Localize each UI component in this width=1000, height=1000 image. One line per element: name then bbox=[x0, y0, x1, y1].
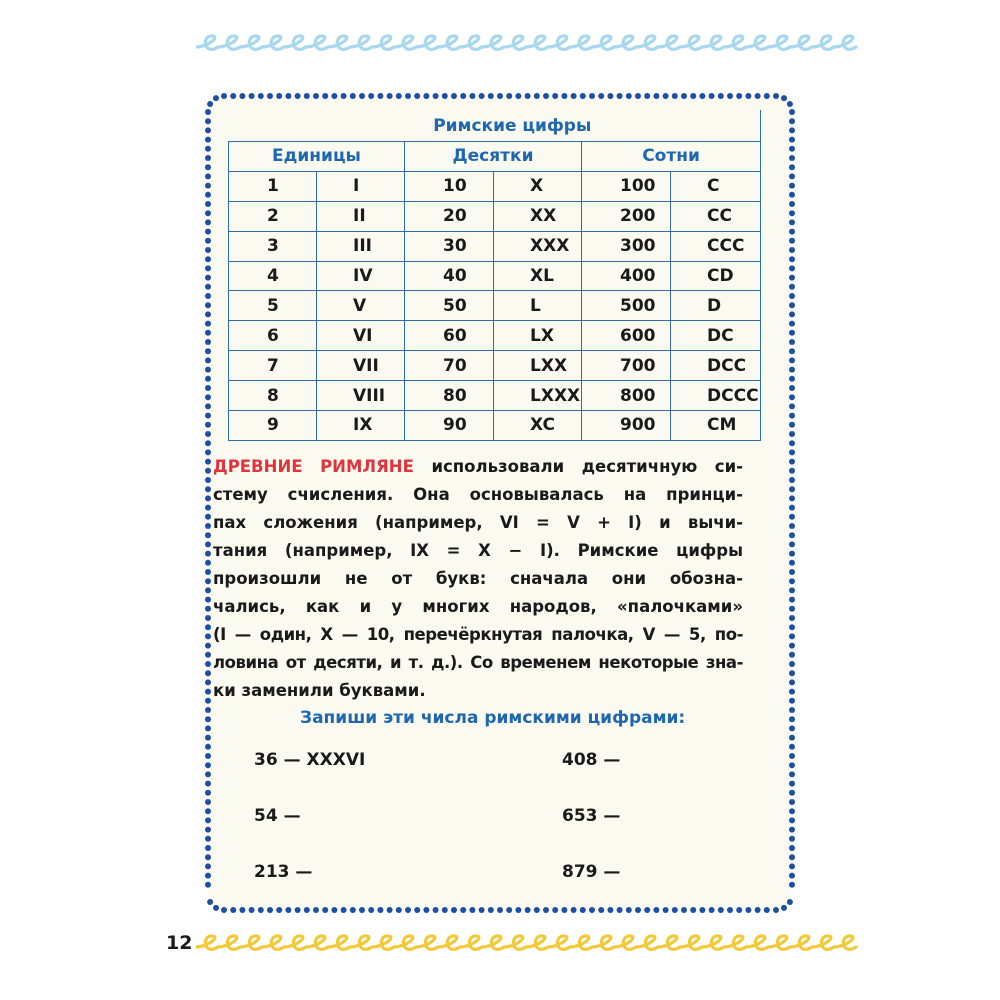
paragraph-line: пах сложения (например, VI = V + I) и вычи- bbox=[213, 513, 743, 532]
roman-number-cell: DCCC bbox=[671, 381, 761, 411]
roman-number-cell: XXX bbox=[494, 231, 582, 261]
roman-number-cell: D bbox=[671, 291, 761, 321]
arabic-number-cell: 900 bbox=[582, 411, 671, 441]
exercise-item: 213 — bbox=[254, 862, 313, 882]
arabic-number-cell: 6 bbox=[229, 321, 317, 351]
history-paragraph bbox=[213, 453, 743, 705]
exercise-title: Запиши эти числа римскими цифрами: bbox=[300, 708, 686, 728]
paragraph-line: ловина от десяти, и т. д.). Со временем некоторые зна- bbox=[213, 653, 743, 672]
table-row bbox=[229, 261, 761, 291]
arabic-number-cell: 800 bbox=[582, 381, 671, 411]
arabic-number-cell: 2 bbox=[229, 201, 317, 231]
roman-number-cell: VII bbox=[317, 351, 405, 381]
roman-number-cell: IX bbox=[317, 411, 405, 441]
roman-number-cell: LX bbox=[494, 321, 582, 351]
roman-number-cell: III bbox=[317, 231, 405, 261]
table-row bbox=[229, 231, 761, 261]
arabic-number-cell: 200 bbox=[582, 201, 671, 231]
roman-number-cell: II bbox=[317, 201, 405, 231]
arabic-number-cell: 30 bbox=[405, 231, 494, 261]
header-tens: Десятки bbox=[405, 142, 582, 172]
roman-number-cell: X bbox=[494, 171, 582, 201]
paragraph-line: чались, как и у многих народов, «палочками» bbox=[213, 597, 743, 616]
table-row bbox=[229, 381, 761, 411]
roman-number-cell: V bbox=[317, 291, 405, 321]
arabic-number-cell: 3 bbox=[229, 231, 317, 261]
roman-number-cell: XX bbox=[494, 201, 582, 231]
roman-number-cell: DC bbox=[671, 321, 761, 351]
arabic-number-cell: 8 bbox=[229, 381, 317, 411]
table-row bbox=[229, 351, 761, 381]
roman-number-cell: LXXX bbox=[494, 381, 582, 411]
arabic-number-cell: 90 bbox=[405, 411, 494, 441]
table-row bbox=[229, 291, 761, 321]
arabic-number-cell: 500 bbox=[582, 291, 671, 321]
roman-number-cell: CCC bbox=[671, 231, 761, 261]
paragraph-line: произошли не от букв: сначала они обозна- bbox=[213, 569, 743, 588]
arabic-number-cell: 700 bbox=[582, 351, 671, 381]
exercise-item: 54 — bbox=[254, 806, 301, 826]
paragraph-line: ДРЕВНИЕ РИМЛЯНЕ использовали десятичную си- bbox=[213, 457, 743, 476]
roman-number-cell: C bbox=[671, 171, 761, 201]
roman-number-cell: L bbox=[494, 291, 582, 321]
arabic-number-cell: 300 bbox=[582, 231, 671, 261]
arabic-number-cell: 100 bbox=[582, 171, 671, 201]
roman-number-cell: I bbox=[317, 171, 405, 201]
header-units: Единицы bbox=[229, 142, 405, 172]
paragraph-line: ки заменили буквами. bbox=[213, 681, 426, 700]
table-row bbox=[229, 171, 761, 201]
arabic-number-cell: 4 bbox=[229, 261, 317, 291]
arabic-number-cell: 50 bbox=[405, 291, 494, 321]
arabic-number-cell: 20 bbox=[405, 201, 494, 231]
roman-number-cell: VI bbox=[317, 321, 405, 351]
roman-number-cell: XL bbox=[494, 261, 582, 291]
top-loop-border bbox=[196, 30, 872, 64]
table-title: Римские цифры bbox=[229, 110, 761, 142]
table-row bbox=[229, 321, 761, 351]
arabic-number-cell: 1 bbox=[229, 171, 317, 201]
arabic-number-cell: 9 bbox=[229, 411, 317, 441]
bottom-loop-border bbox=[196, 930, 872, 964]
exercise-item: 879 — bbox=[562, 862, 621, 882]
highlight-text: ДРЕВНИЕ РИМЛЯНЕ bbox=[213, 457, 414, 476]
roman-number-cell: CM bbox=[671, 411, 761, 441]
page-number: 12 bbox=[166, 932, 193, 954]
roman-numerals-table bbox=[228, 110, 761, 441]
exercise-item: 653 — bbox=[562, 806, 621, 826]
arabic-number-cell: 60 bbox=[405, 321, 494, 351]
arabic-number-cell: 70 bbox=[405, 351, 494, 381]
arabic-number-cell: 7 bbox=[229, 351, 317, 381]
roman-number-cell: CD bbox=[671, 261, 761, 291]
exercise-item: 36 — XXXVI bbox=[254, 750, 366, 770]
roman-number-cell: LXX bbox=[494, 351, 582, 381]
exercise-item: 408 — bbox=[562, 750, 621, 770]
arabic-number-cell: 600 bbox=[582, 321, 671, 351]
arabic-number-cell: 10 bbox=[405, 171, 494, 201]
header-hundreds: Сотни bbox=[582, 142, 761, 172]
arabic-number-cell: 40 bbox=[405, 261, 494, 291]
roman-number-cell: VIII bbox=[317, 381, 405, 411]
roman-number-cell: XC bbox=[494, 411, 582, 441]
paragraph-line: стему счисления. Она основывалась на принци- bbox=[213, 485, 743, 504]
arabic-number-cell: 400 bbox=[582, 261, 671, 291]
roman-number-cell: DCC bbox=[671, 351, 761, 381]
roman-number-cell: CC bbox=[671, 201, 761, 231]
arabic-number-cell: 5 bbox=[229, 291, 317, 321]
table-row bbox=[229, 201, 761, 231]
arabic-number-cell: 80 bbox=[405, 381, 494, 411]
paragraph-line: (I — один, X — 10, перечёркнутая палочка, V — 5, по- bbox=[213, 625, 743, 644]
table-row bbox=[229, 411, 761, 441]
roman-number-cell: IV bbox=[317, 261, 405, 291]
paragraph-line: тания (например, IX = X − I). Римские цифры bbox=[213, 541, 743, 560]
